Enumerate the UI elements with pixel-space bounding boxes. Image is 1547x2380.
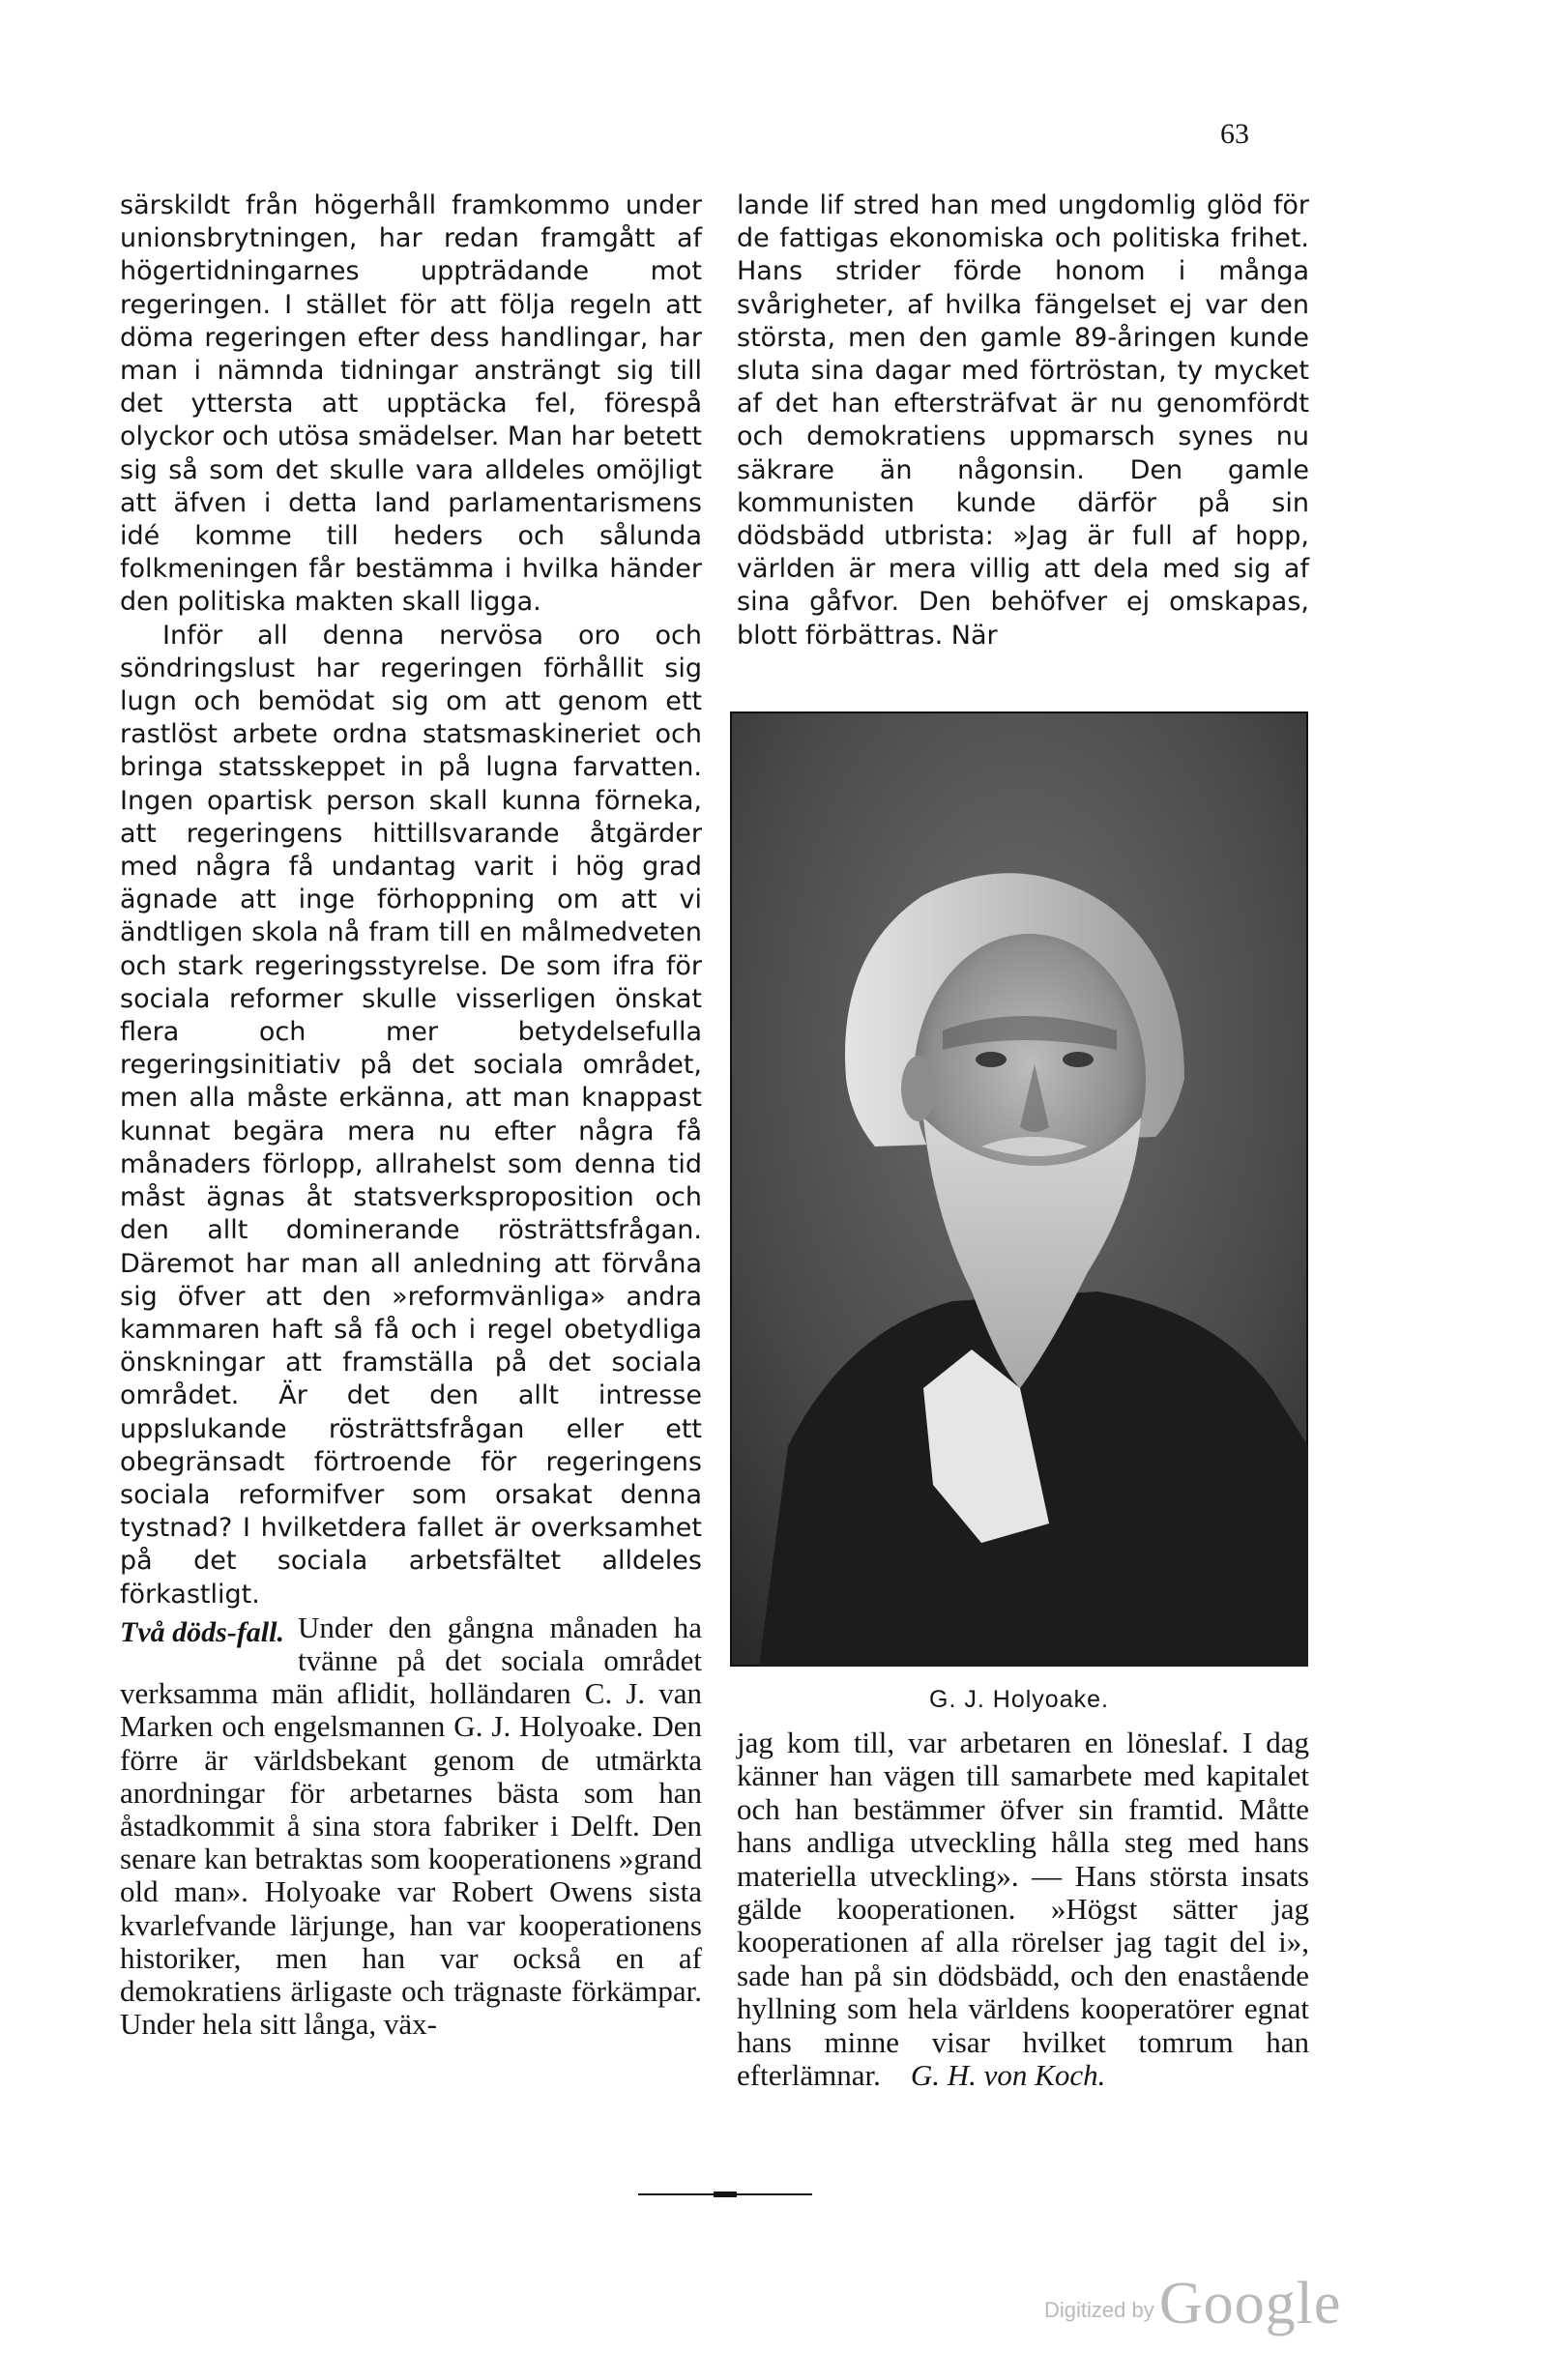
portrait-photo xyxy=(730,711,1308,1667)
paragraph-bottom-right xyxy=(737,1727,1309,2092)
page-number: 63 xyxy=(1220,118,1249,150)
right-column-bottom xyxy=(737,1727,1309,2092)
watermark-prefix: Digitized by xyxy=(1044,2298,1154,2322)
paragraph-bottom-text: jag kom till, var arbetaren en löneslaf. I dag känner han vägen till samarbete med kapitalet och han bestämmer öfver sin framtid. Måtte hans andliga utveckling hålla steg med hans materiella utveckling». — Hans största insats gälde kooperationen. »Högst sätter jag kooperationen af alla rörelser jag tagit del i», sade han på sin dödsbädd, och den enastående hyllning som hela världens kooperatörer egnat hans minne visar hvilket tomrum han efterlämnar. xyxy=(737,1726,1309,2093)
sidenote-heading: Två döds-fall. xyxy=(120,1615,284,1648)
section-divider xyxy=(638,2189,812,2200)
portrait-image xyxy=(730,711,1308,1667)
author-signature: G. H. von Koch. xyxy=(910,2058,1106,2093)
divider-ornament-icon xyxy=(638,2189,812,2200)
paragraph-top-right: lande lif stred han med ungdomlig glöd för de fattigas ekonomiska och politiska frihet. Hans strider förde honom i många svårigheter, af hvilka fängelset ej var den största, men den gamle 89-åringen kunde sluta sina dagar med förtröstan, ty mycket af det han eftersträfvat är nu genomfördt och demokratiens uppmarsch synes nu säkrare än någonsin. Den gamle kommunisten kunde därför på sin dödsbädd utbrista: »Jag är full af hopp, världen är mera villig att dela med sig af sina gåfvor. Den behöfver ej omskapas, blott förbättras. När xyxy=(737,190,1309,651)
digitized-by-watermark xyxy=(1044,2270,1341,2338)
paragraph-2: Inför all denna nervösa oro och söndringslust har regeringen förhållit sig lugn och bemödat sig om att genom ett rastlöst arbete ordna statsmaskineriet och bringa statsskeppet in på lugna farvatten. Ingen opartisk person skall kunna förneka, att regeringens hittillsvarande åtgärder med några få undantag varit i hög grad ägnade att inge förhoppning om att vi ändtligen skola nå fram till en målmedveten och stark regeringsstyrelse. De som ifra för sociala reformer skulle visserligen önskat flera och mer betydelsefulla regeringsinitiativ på det sociala området, men alla måste erkänna, att man knappast kunnat begära mera nu efter några få månaders förlopp, allrahelst som denna tid måst ägnas åt statsverksproposition och den allt dominerande rösträttsfrågan. Däremot har man all anledning att förvåna sig öfver att den »reformvänliga» andra kammaren haft så få och i regel obetydliga önskningar att framställa på det sociala området. Är det den allt intresse uppslukande rösträttsfrågan eller ett obegränsadt förtroende för regeringens sociala reformifver som orsakat denna tystnad? I hvilketdera fallet är overksamhet på det sociala arbetsfältet alldeles förkastligt. xyxy=(120,620,702,1610)
paragraph-3: Under den gångna månaden ha tvänne på det sociala området verksamma män aflidit, holländaren C. J. van Marken och engelsmannen G. J. Holyoake. Den förre är världsbekant genom de utmärkta anordningar för arbetarnes bästa som han åstadkommit å sina stora fabriker i Delft. Den senare kan betraktas som kooperationens »grand old man». Holyoake var Robert Owens sista kvarlefvande lärjunge, han var kooperationens historiker, men han var också en af demokratiens ärligaste och trägnaste förkämpar. Under hela sitt långa, väx- xyxy=(120,1610,702,2042)
photo-caption: G. J. Holyoake. xyxy=(929,1686,1109,1713)
paragraph-1: särskildt från högerhåll framkommo under unionsbrytningen, har redan framgått af högertidningarnes uppträdande mot regeringen. I stället för att följa regeln att döma regeringen efter dess handlingar, har man i nämnda tidningar ansträngt sig till det yttersta att upptäcka fel, förespå olyckor och utösa smädelser. Man har betett sig så som det skulle vara alldeles omöjligt att äfven i detta land parlamentarismens idé komme till heders och sålunda folkmeningen får bestämma i hvilka händer den politiska makten skall ligga. xyxy=(120,190,702,618)
google-logo: Google xyxy=(1158,2271,1342,2336)
left-column xyxy=(120,189,702,2041)
right-column xyxy=(737,189,1309,653)
deaths-section xyxy=(120,1611,702,2042)
